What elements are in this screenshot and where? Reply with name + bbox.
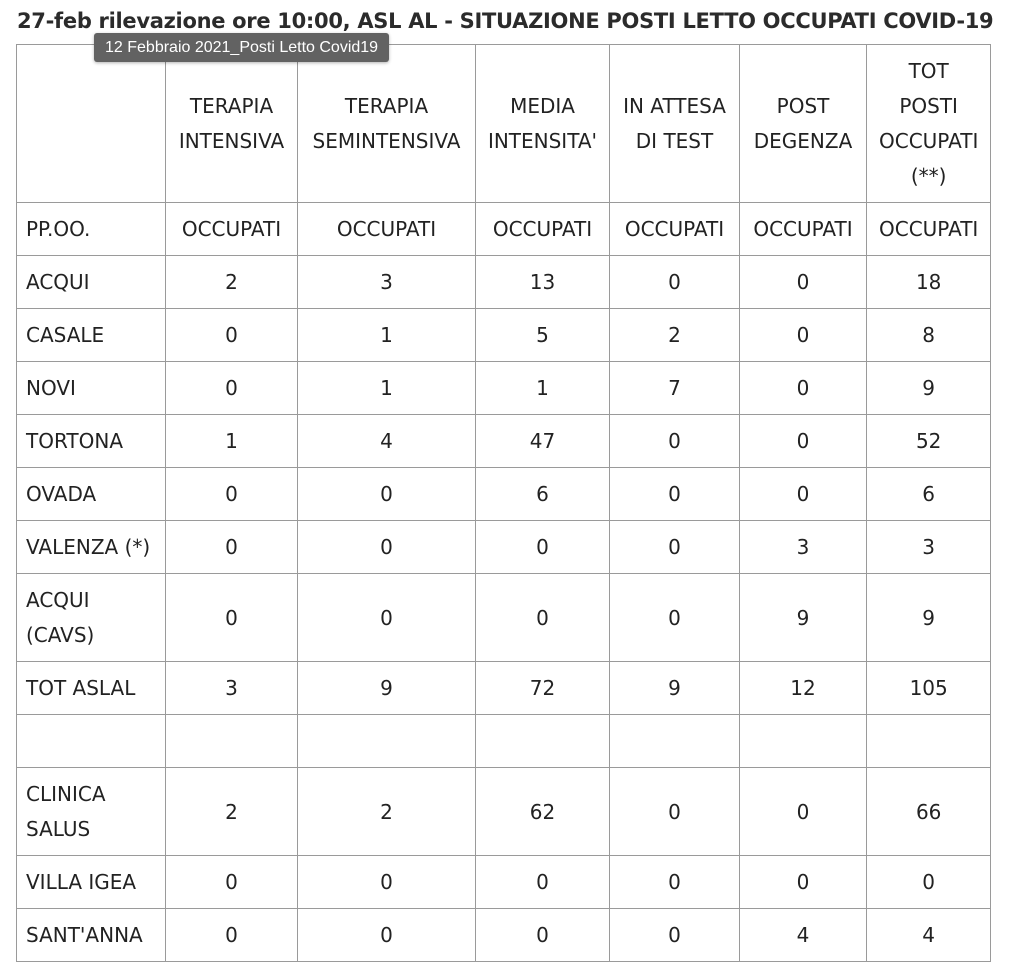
row-label: NOVI: [17, 362, 166, 415]
table-cell: 0: [610, 415, 740, 468]
table-cell: 0: [740, 768, 867, 856]
subheader-ppoo: PP.OO.: [17, 203, 166, 256]
table-cell: 13: [476, 256, 610, 309]
row-label: ACQUI: [17, 256, 166, 309]
table-cell: 0: [298, 521, 476, 574]
table-cell: 52: [867, 415, 991, 468]
table-cell: 6: [867, 468, 991, 521]
table-row: [17, 856, 991, 909]
row-label: [17, 715, 166, 768]
beds-table: [16, 44, 991, 962]
table-cell: 2: [610, 309, 740, 362]
table-cell: 8: [867, 309, 991, 362]
table-cell: 2: [298, 768, 476, 856]
table-cell: 2: [166, 256, 298, 309]
row-label: ACQUI (CAVS): [17, 574, 166, 662]
subheader-occupati: OCCUPATI: [610, 203, 740, 256]
table-cell: 0: [298, 468, 476, 521]
table-cell: 4: [867, 909, 991, 962]
table-row: [17, 521, 991, 574]
table-cell: 0: [166, 309, 298, 362]
table-row: [17, 574, 991, 662]
table-row: [17, 468, 991, 521]
row-label: CLINICA SALUS: [17, 768, 166, 856]
table-cell: 0: [610, 256, 740, 309]
table-cell: 0: [298, 856, 476, 909]
header-tot-posti-occupati: TOT POSTI OCCUPATI (**): [867, 45, 991, 203]
table-cell: [476, 715, 610, 768]
subheader-occupati: OCCUPATI: [867, 203, 991, 256]
table-row: [17, 362, 991, 415]
table-cell: 0: [740, 362, 867, 415]
table-cell: 0: [298, 574, 476, 662]
table-cell: 0: [610, 856, 740, 909]
table-row: [17, 909, 991, 962]
page-title: 27-feb rilevazione ore 10:00, ASL AL - SITUAZIONE POSTI LETTO OCCUPATI COVID-19: [17, 9, 994, 33]
header-row: [17, 45, 991, 203]
table-cell: 5: [476, 309, 610, 362]
row-label: VILLA IGEA: [17, 856, 166, 909]
row-label: OVADA: [17, 468, 166, 521]
table-row-empty: [17, 715, 991, 768]
table-cell: 1: [476, 362, 610, 415]
table-cell: 9: [740, 574, 867, 662]
row-label: SANT'ANNA: [17, 909, 166, 962]
table-cell: 0: [166, 909, 298, 962]
table-cell: 0: [166, 521, 298, 574]
table-cell: 105: [867, 662, 991, 715]
header-cell-empty: [17, 45, 166, 203]
table-cell: 0: [476, 521, 610, 574]
table-cell: 0: [610, 521, 740, 574]
subheader-occupati: OCCUPATI: [298, 203, 476, 256]
table-row: [17, 309, 991, 362]
subheader-row: [17, 203, 991, 256]
table-cell: 18: [867, 256, 991, 309]
subheader-occupati: OCCUPATI: [166, 203, 298, 256]
table-cell: 0: [166, 362, 298, 415]
table-cell: 9: [867, 362, 991, 415]
row-label: TOT ASLAL: [17, 662, 166, 715]
header-in-attesa-di-test: IN ATTESA DI TEST: [610, 45, 740, 203]
table-row: [17, 415, 991, 468]
table-cell: 0: [740, 856, 867, 909]
table-cell: 9: [298, 662, 476, 715]
table-cell: 1: [166, 415, 298, 468]
table-cell: 0: [610, 909, 740, 962]
table-cell: 4: [298, 415, 476, 468]
table-cell: 0: [867, 856, 991, 909]
row-label: CASALE: [17, 309, 166, 362]
table-cell: [740, 715, 867, 768]
table-row: [17, 256, 991, 309]
table-cell: 0: [740, 468, 867, 521]
table-cell: 9: [867, 574, 991, 662]
table-cell: [298, 715, 476, 768]
table-cell: [166, 715, 298, 768]
header-terapia-semintensiva: TERAPIA SEMINTENSIVA: [298, 45, 476, 203]
table-cell: 0: [740, 256, 867, 309]
table-cell: 0: [610, 768, 740, 856]
table-cell: 3: [166, 662, 298, 715]
table-row: [17, 768, 991, 856]
table-cell: 0: [740, 309, 867, 362]
table-cell: 6: [476, 468, 610, 521]
row-label: TORTONA: [17, 415, 166, 468]
subheader-occupati: OCCUPATI: [740, 203, 867, 256]
table-cell: 72: [476, 662, 610, 715]
table-cell: 3: [867, 521, 991, 574]
subheader-occupati: OCCUPATI: [476, 203, 610, 256]
header-media-intensita: MEDIA INTENSITA': [476, 45, 610, 203]
table-cell: 0: [610, 574, 740, 662]
table-cell: 1: [298, 309, 476, 362]
table-cell: [610, 715, 740, 768]
table-cell: 0: [476, 856, 610, 909]
table-cell: 47: [476, 415, 610, 468]
table-cell: 3: [298, 256, 476, 309]
table-cell: 7: [610, 362, 740, 415]
header-post-degenza: POST DEGENZA: [740, 45, 867, 203]
table-cell: 12: [740, 662, 867, 715]
table-cell: 2: [166, 768, 298, 856]
table-cell: 0: [476, 909, 610, 962]
table-cell: 0: [740, 415, 867, 468]
table-cell: 0: [610, 468, 740, 521]
table-cell: 0: [476, 574, 610, 662]
table-cell: 66: [867, 768, 991, 856]
row-label: VALENZA (*): [17, 521, 166, 574]
table-cell: 0: [166, 856, 298, 909]
table-cell: [867, 715, 991, 768]
table-cell: 3: [740, 521, 867, 574]
table-row-total: [17, 662, 991, 715]
header-terapia-intensiva: TERAPIA INTENSIVA: [166, 45, 298, 203]
image-title-tooltip: 12 Febbraio 2021_Posti Letto Covid19: [94, 33, 389, 62]
table-cell: 0: [298, 909, 476, 962]
table-cell: 0: [166, 468, 298, 521]
table-cell: 4: [740, 909, 867, 962]
table-cell: 9: [610, 662, 740, 715]
table-cell: 0: [166, 574, 298, 662]
table-cell: 62: [476, 768, 610, 856]
table-cell: 1: [298, 362, 476, 415]
